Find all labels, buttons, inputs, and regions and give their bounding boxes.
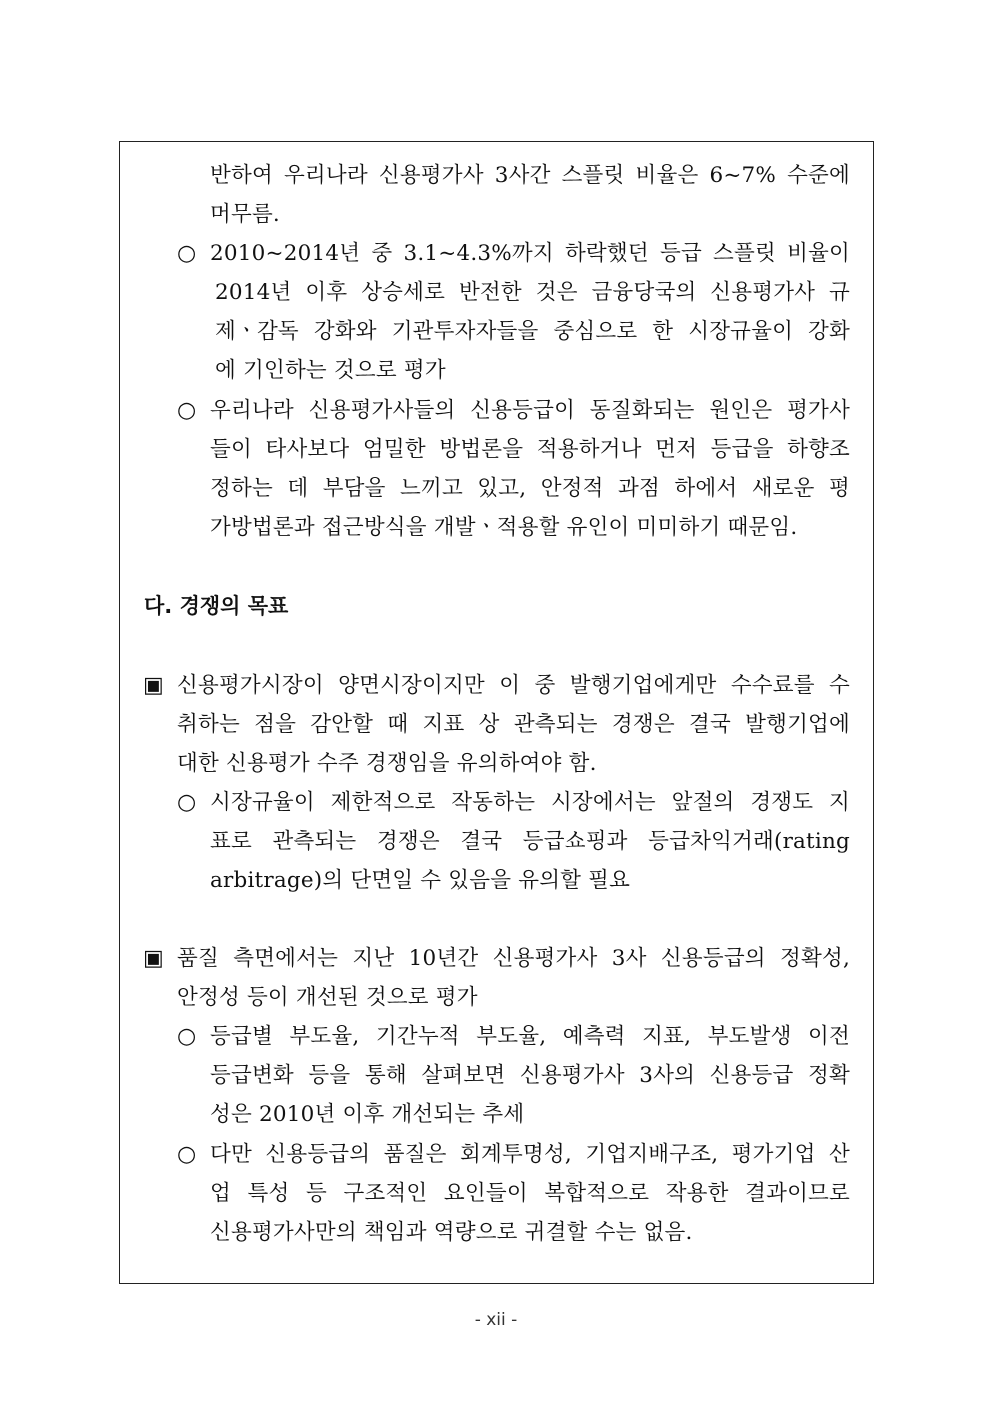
page-number: - xii - [474,1310,518,1330]
section1-line-3: 대한 신용평가 수주 경쟁임을 유의하여야 함. [177,751,597,776]
section2-line-2: 안정성 등이 개선된 것으로 평가 [177,985,478,1010]
section-heading: 다. 경쟁의 목표 [144,594,289,618]
square-bullet-icon: ▣ [143,946,164,971]
section1-line-2: 취하는 점을 감안할 때 지표 상 관측되는 경쟁은 결국 발행기업에 [177,712,850,737]
bullet1-line-1: 2010~2014년 중 3.1~4.3%까지 하락했던 등급 스플릿 비율이 [210,241,850,266]
section2-sub2-line-2: 업 특성 등 구조적인 요인들이 복합적으로 작용한 결과이므로 [210,1181,850,1206]
circle-bullet-icon: ○ [177,790,197,815]
section1-sub1-line-1: 시장규율이 제한적으로 작동하는 시장에서는 앞절의 경쟁도 지 [210,790,850,815]
circle-bullet-icon: ○ [177,1024,197,1049]
section1-sub1-line-2: 표로 관측되는 경쟁은 결국 등급쇼핑과 등급차익거래(rating [210,829,850,854]
intro-line-1: 반하여 우리나라 신용평가사 3사간 스플릿 비율은 6~7% 수준에 [210,163,850,188]
bullet2-line-2: 들이 타사보다 엄밀한 방법론을 적용하거나 먼저 등급을 하향조 [210,437,850,462]
bullet1-line-3: 제ㆍ감독 강화와 기관투자자들을 중심으로 한 시장규율이 강화 [215,319,850,344]
bullet1-line-2: 2014년 이후 상승세로 반전한 것은 금융당국의 신용평가사 규 [215,280,850,305]
circle-bullet-icon: ○ [177,241,197,266]
bullet2-line-4: 가방법론과 접근방식을 개발ㆍ적용할 유인이 미미하기 때문임. [210,515,798,540]
section2-sub1-line-2: 등급변화 등을 통해 살펴보면 신용평가사 3사의 신용등급 정확 [210,1063,850,1088]
bullet1-line-4: 에 기인하는 것으로 평가 [215,358,446,383]
bullet2-line-3: 정하는 데 부담을 느끼고 있고, 안정적 과점 하에서 새로운 평 [210,476,850,501]
circle-bullet-icon: ○ [177,398,197,423]
section1-line-1: 신용평가시장이 양면시장이지만 이 중 발행기업에게만 수수료를 수 [177,673,850,698]
section1-sub1-line-3: arbitrage)의 단면일 수 있음을 유의할 필요 [210,868,631,893]
bullet2-line-1: 우리나라 신용평가사들의 신용등급이 동질화되는 원인은 평가사 [210,398,850,423]
intro-line-2: 머무름. [210,202,280,227]
square-bullet-icon: ▣ [143,673,164,698]
circle-bullet-icon: ○ [177,1142,197,1167]
section2-sub2-line-3: 신용평가사만의 책임과 역량으로 귀결할 수는 없음. [210,1220,693,1245]
section2-sub1-line-3: 성은 2010년 이후 개선되는 추세 [210,1102,525,1127]
section2-sub2-line-1: 다만 신용등급의 품질은 회계투명성, 기업지배구조, 평가기업 산 [210,1142,850,1167]
section2-line-1: 품질 측면에서는 지난 10년간 신용평가사 3사 신용등급의 정확성, [177,946,850,971]
section2-sub1-line-1: 등급별 부도율, 기간누적 부도율, 예측력 지표, 부도발생 이전 [210,1024,850,1049]
